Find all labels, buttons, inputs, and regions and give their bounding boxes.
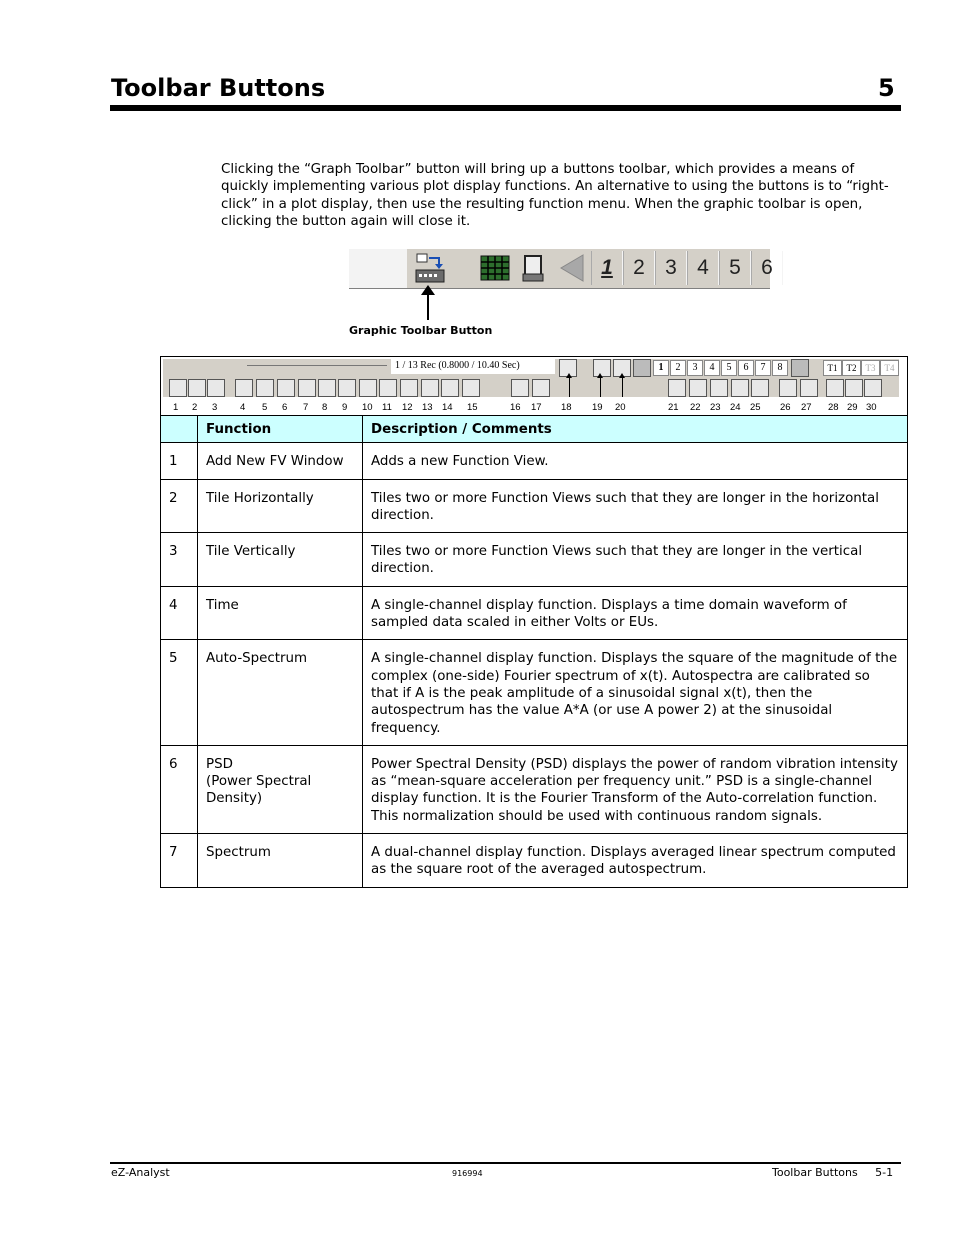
strip-label: 11 <box>382 402 392 413</box>
page-2-button: 2 <box>623 251 655 285</box>
header-number <box>161 416 198 443</box>
function-13-icon <box>421 379 439 397</box>
strip-label: 6 <box>282 402 288 413</box>
function-25-icon <box>751 379 769 397</box>
intro-paragraph: Clicking the “Graph Toolbar” button will bring up a buttons toolbar, which provides a means of quickly implementing various plot display functions. An alternative to using the buttons is to “right-click” in a plot display, then use the resulting function menu. When the graphic toolbar is open, clicking the button again will close it. <box>221 162 889 229</box>
record-readout: 1 / 13 Rec (0.8000 / 10.40 Sec) <box>391 358 555 374</box>
strip-label: 1 <box>173 402 179 413</box>
page-3-button: 3 <box>655 251 687 285</box>
page-1-button: 1 <box>591 251 623 285</box>
strip-label: 22 <box>690 402 701 413</box>
row-number: 6 <box>161 745 198 833</box>
graph-toolbar-button-icon <box>413 252 447 284</box>
strip-label: 29 <box>847 402 858 413</box>
table-row <box>161 745 908 833</box>
title-rule <box>110 105 901 111</box>
toolbar-banner-row <box>161 357 908 416</box>
page-6-button: 6 <box>738 360 754 376</box>
page-2-button: 2 <box>670 360 686 376</box>
function-14-icon <box>441 379 459 397</box>
table-row <box>161 640 908 745</box>
printer-icon <box>519 252 549 284</box>
auto-spectrum-icon <box>256 379 274 397</box>
page-8-button: 8 <box>772 360 788 376</box>
page-5-button: 5 <box>719 251 751 285</box>
header-function: Function <box>198 416 363 443</box>
row-function-line: PSD <box>206 756 233 772</box>
spectrum-icon <box>298 379 316 397</box>
row-description: Tiles two or more Function Views such that they are longer in the vertical direction. <box>363 533 908 587</box>
strip-label: 19 <box>592 402 603 413</box>
footer-rule <box>110 1162 901 1164</box>
function-30-icon <box>864 379 882 397</box>
page-3-button: 3 <box>687 360 703 376</box>
function-15-icon <box>462 379 480 397</box>
row-function: Time <box>198 586 363 640</box>
table-row <box>161 586 908 640</box>
function-16-icon <box>511 379 529 397</box>
strip-label: 21 <box>668 402 679 413</box>
label-arrow-19 <box>600 377 601 397</box>
label-arrow-20 <box>622 377 623 397</box>
strip-label: 30 <box>866 402 877 413</box>
function-23-icon <box>710 379 728 397</box>
page-4-button: 4 <box>704 360 720 376</box>
row-number: 1 <box>161 443 198 479</box>
graph-toolbar-image <box>349 248 773 289</box>
strip-label: 8 <box>322 402 328 413</box>
function-26-icon <box>779 379 797 397</box>
row-number: 2 <box>161 479 198 533</box>
record-slider-track <box>247 365 387 366</box>
header-description: Description / Comments <box>363 416 908 443</box>
function-9-icon <box>338 379 356 397</box>
strip-label: 16 <box>510 402 521 413</box>
strip-label: 17 <box>531 402 542 413</box>
footer-section: Toolbar Buttons <box>772 1166 858 1179</box>
footer-page-number: 5-1 <box>875 1166 894 1179</box>
row-description: Adds a new Function View. <box>363 443 908 479</box>
footer-doc-number: 916994 <box>452 1169 483 1178</box>
page-6-button: 6 <box>751 251 783 285</box>
strip-label: 28 <box>828 402 839 413</box>
strip-label: 15 <box>467 402 478 413</box>
row-description: A single-channel display function. Displays a time domain waveform of sampled data scaled in either Volts or EUs. <box>363 586 908 640</box>
tile-vertically-icon <box>207 379 225 397</box>
trace-t1-button: T1 <box>823 360 842 376</box>
strip-label: 18 <box>561 402 572 413</box>
strip-label: 27 <box>801 402 812 413</box>
row-number: 3 <box>161 533 198 587</box>
previous-arrow-icon <box>557 252 587 284</box>
strip-label: 25 <box>750 402 761 413</box>
row-description: Tiles two or more Function Views such that they are longer in the horizontal direction. <box>363 479 908 533</box>
chapter-title: Toolbar Buttons <box>111 74 326 102</box>
chapter-number: 5 <box>878 74 895 102</box>
row-description: A dual-channel display function. Displays averaged linear spectrum computed as the square root of the averaged autospectrum. <box>363 834 908 888</box>
row-function: Spectrum <box>198 834 363 888</box>
row-function-line: Density) <box>206 791 263 807</box>
strip-label: 5 <box>262 402 268 413</box>
next-arrow-icon <box>791 359 809 377</box>
strip-label: 12 <box>402 402 413 413</box>
tile-horizontally-icon <box>188 379 206 397</box>
strip-label: 10 <box>362 402 373 413</box>
strip-label: 23 <box>710 402 721 413</box>
function-8-icon <box>318 379 336 397</box>
table-row <box>161 834 908 888</box>
strip-label: 9 <box>342 402 348 413</box>
table-row <box>161 443 908 479</box>
previous-arrow-icon <box>633 359 651 377</box>
function-11-icon <box>379 379 397 397</box>
function-table <box>160 356 908 888</box>
table-row <box>161 533 908 587</box>
trace-t2-button: T2 <box>842 360 861 376</box>
function-27-icon <box>800 379 818 397</box>
table-header-row <box>161 416 908 443</box>
function-28-icon <box>826 379 844 397</box>
strip-label: 13 <box>422 402 433 413</box>
strip-label: 7 <box>303 402 309 413</box>
strip-label: 3 <box>212 402 218 413</box>
toolbar-banner-cell <box>161 357 908 416</box>
row-description: Power Spectral Density (PSD) displays the power of random vibration intensity as “mean-square acceleration per frequency unit.” PSD is a single-channel display function. It is the Fourier Transform of the Auto-correlation function. This normalization should be used with continuous random signals. <box>363 745 908 833</box>
strip-label: 14 <box>442 402 453 413</box>
label-arrow-18 <box>569 377 570 397</box>
psd-icon <box>277 379 295 397</box>
function-21-icon <box>668 379 686 397</box>
page-4-button: 4 <box>687 251 719 285</box>
footer-product: eZ-Analyst <box>111 1166 170 1179</box>
function-10-icon <box>359 379 377 397</box>
page-1-button: 1 <box>653 360 669 376</box>
row-function: Tile Vertically <box>198 533 363 587</box>
page-7-button: 7 <box>755 360 771 376</box>
function-24-icon <box>731 379 749 397</box>
graph-toolbar-strip <box>161 357 907 415</box>
function-22-icon <box>689 379 707 397</box>
spreadsheet-icon <box>479 252 511 284</box>
strip-label: 24 <box>730 402 741 413</box>
row-function: Auto-Spectrum <box>198 640 363 745</box>
trace-t4-button: T4 <box>880 360 899 376</box>
function-17-icon <box>532 379 550 397</box>
row-function <box>198 745 363 833</box>
strip-label: 2 <box>192 402 198 413</box>
trace-t3-button: T3 <box>861 360 880 376</box>
strip-label: 4 <box>240 402 246 413</box>
row-number: 4 <box>161 586 198 640</box>
footer-page-info <box>772 1166 893 1179</box>
add-fv-window-icon <box>169 379 187 397</box>
strip-label: 20 <box>615 402 626 413</box>
toolbar-caption: Graphic Toolbar Button <box>349 324 493 337</box>
row-function: Tile Horizontally <box>198 479 363 533</box>
row-function-line: (Power Spectral <box>206 774 312 790</box>
function-12-icon <box>400 379 418 397</box>
function-29-icon <box>845 379 863 397</box>
time-icon <box>235 379 253 397</box>
row-description: A single-channel display function. Displays the square of the magnitude of the complex (one-side) Fourier spectrum of x(t). Autospectra are calibrated so that if A is the peak amplitude of a sinusoidal signal x(t), then the autospectrum has the value A*A (or use A power 2) at the sinusoidal frequency. <box>363 640 908 745</box>
row-function: Add New FV Window <box>198 443 363 479</box>
pointer-arrow-line <box>427 292 429 320</box>
strip-label: 26 <box>780 402 791 413</box>
table-row <box>161 479 908 533</box>
row-number: 7 <box>161 834 198 888</box>
page-5-button: 5 <box>721 360 737 376</box>
row-number: 5 <box>161 640 198 745</box>
toolbar-blank-area <box>349 249 407 288</box>
